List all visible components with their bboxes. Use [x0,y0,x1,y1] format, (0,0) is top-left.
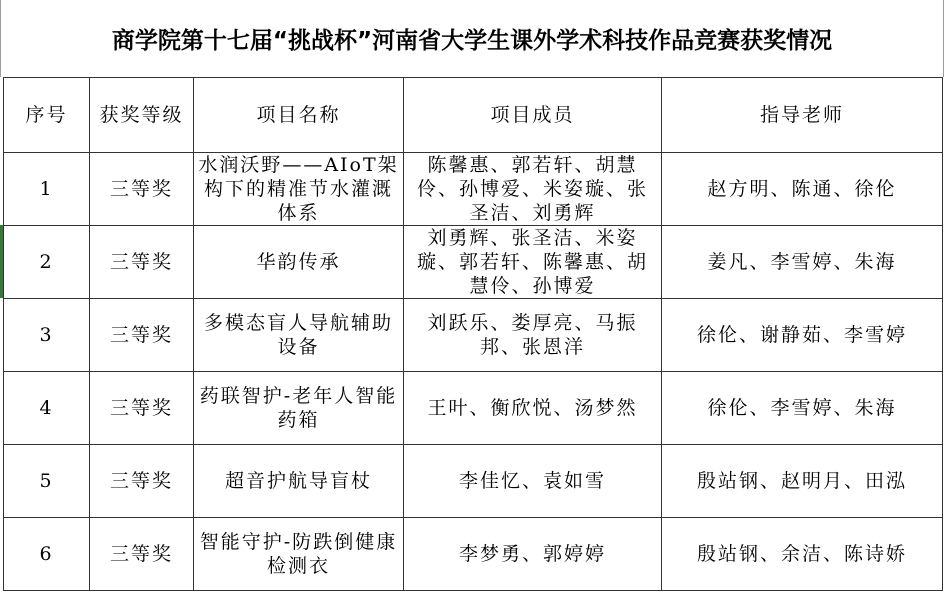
title-row [0,0,944,77]
table-row [4,518,943,591]
cell-no: 3 [4,299,90,372]
table-row [4,445,943,518]
cell-level: 三等奖 [90,226,194,299]
cell-teachers: 姜凡、李雪婷、朱海 [662,226,943,299]
cell-members: 王叶、衡欣悦、汤梦然 [404,372,662,445]
cell-teachers: 殷站钢、赵明月、田泓 [662,445,943,518]
cell-teachers: 赵方明、陈通、徐伦 [662,153,943,226]
cell-members: 陈馨惠、郭若轩、胡慧伶、孙博爱、米姿璇、张圣洁、刘勇辉 [404,153,662,226]
table-row [4,226,943,299]
header-no: 序号 [4,78,90,153]
awards-table [3,77,943,591]
header-members: 项目成员 [404,78,662,153]
cell-name: 智能守护-防跌倒健康检测衣 [194,518,404,591]
cell-name: 药联智护-老年人智能药箱 [194,372,404,445]
cell-no: 1 [4,153,90,226]
cell-name: 超音护航导盲杖 [194,445,404,518]
cell-members: 李佳忆、袁如雪 [404,445,662,518]
header-row [4,78,943,153]
cell-members: 李梦勇、郭婷婷 [404,518,662,591]
cell-teachers: 殷站钢、余洁、陈诗娇 [662,518,943,591]
cell-members: 刘跃乐、娄厚亮、马振邦、张恩洋 [404,299,662,372]
cell-level: 三等奖 [90,153,194,226]
header-teachers: 指导老师 [662,78,943,153]
table-row [4,299,943,372]
cell-name: 华韵传承 [194,226,404,299]
cell-teachers: 徐伦、谢静茹、李雪婷 [662,299,943,372]
table-row [4,372,943,445]
cell-no: 2 [4,226,90,299]
cell-level: 三等奖 [90,372,194,445]
cell-no: 4 [4,372,90,445]
page-title: 商学院第十七届“挑战杯”河南省大学生课外学术科技作品竞赛获奖情况 [111,28,833,54]
cell-name: 水润沃野——AIoT架构下的精准节水灌溉体系 [194,153,404,226]
cell-level: 三等奖 [90,518,194,591]
cell-members: 刘勇辉、张圣洁、米姿璇、郭若轩、陈馨惠、胡慧伶、孙博爱 [404,226,662,299]
header-name: 项目名称 [194,78,404,153]
cell-no: 6 [4,518,90,591]
cell-level: 三等奖 [90,299,194,372]
cell-level: 三等奖 [90,445,194,518]
header-level: 获奖等级 [90,78,194,153]
cell-name: 多模态盲人导航辅助设备 [194,299,404,372]
cell-no: 5 [4,445,90,518]
table-row [4,153,943,226]
cell-teachers: 徐伦、李雪婷、朱海 [662,372,943,445]
